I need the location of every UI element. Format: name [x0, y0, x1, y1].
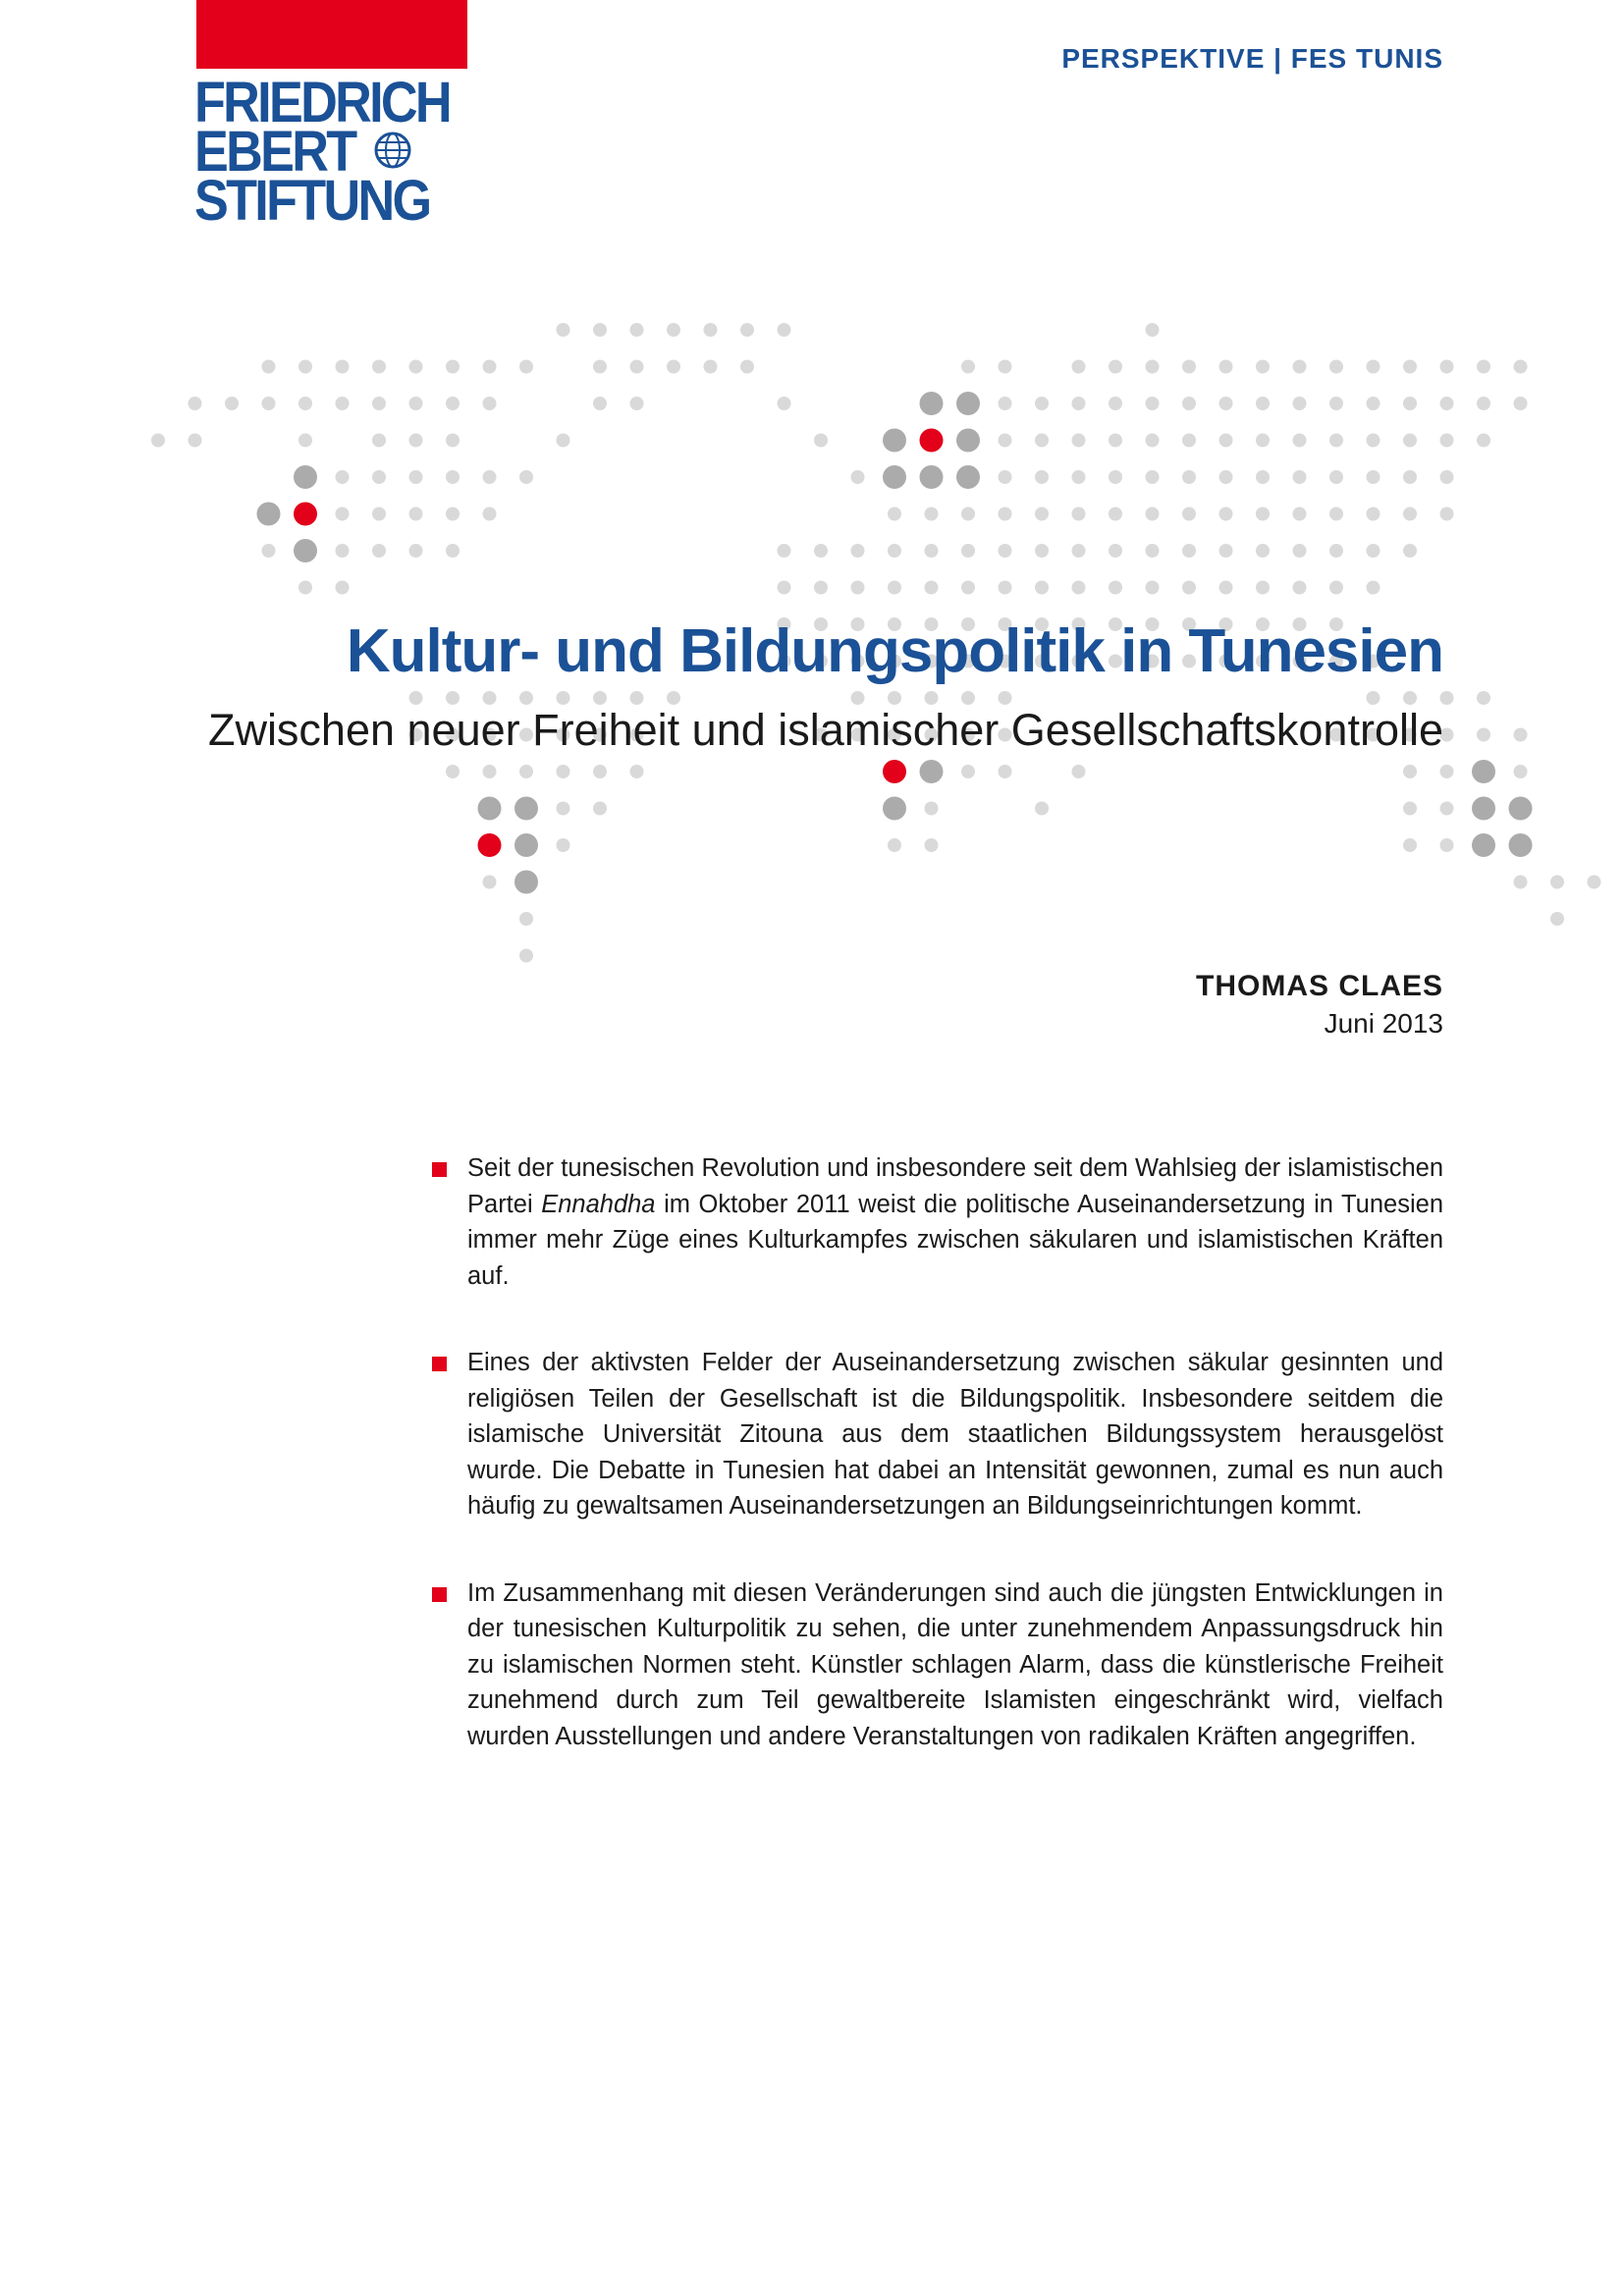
map-dot: [925, 838, 939, 852]
map-dot: [409, 470, 423, 484]
map-dot: [372, 470, 386, 484]
map-dot: [446, 360, 460, 374]
map-dot: [189, 434, 202, 448]
map-dot: [372, 544, 386, 558]
map-dot: [1514, 765, 1528, 778]
map-dot: [1256, 470, 1270, 484]
map-dot: [1472, 797, 1495, 821]
map-dot: [409, 507, 423, 521]
map-dot: [1472, 760, 1495, 783]
map-dot: [1146, 397, 1160, 410]
map-dot: [925, 507, 939, 521]
map-dot: [888, 838, 901, 852]
map-dot: [1035, 470, 1049, 484]
map-dot: [1403, 544, 1417, 558]
map-dot: [1072, 507, 1086, 521]
map-dot: [1293, 544, 1307, 558]
map-dot: [1329, 544, 1343, 558]
map-dot: [1440, 838, 1454, 852]
map-dot: [225, 397, 239, 410]
summary-text: Seit der tunesischen Revolution und insbesondere seit dem Wahlsieg der islamistischen Partei Ennahdha im Oktober 2011 weist die politische Auseinandersetzung in Tunesien immer mehr Züge eines Kulturkampfes zwischen säkularen und islamistischen Kräften auf.: [467, 1154, 1443, 1290]
map-dot: [1440, 802, 1454, 816]
map-dot: [1440, 691, 1454, 705]
map-dot: [557, 691, 570, 705]
map-dot: [1367, 397, 1380, 410]
map-dot: [883, 797, 906, 821]
map-dot: [1109, 507, 1122, 521]
map-dot-highlight: [920, 429, 944, 453]
map-dot: [999, 765, 1012, 778]
map-dot: [519, 765, 533, 778]
map-dot: [593, 691, 607, 705]
map-dot: [1509, 833, 1533, 857]
map-dot: [1403, 838, 1417, 852]
map-dot: [1367, 581, 1380, 595]
map-dot: [1219, 360, 1233, 374]
summary-item: [432, 1150, 1443, 1294]
map-dot: [1072, 397, 1086, 410]
map-dot: [1477, 397, 1490, 410]
summary-item: [432, 1575, 1443, 1755]
map-dot: [1109, 434, 1122, 448]
map-dot: [483, 507, 497, 521]
map-dot-highlight: [294, 503, 317, 526]
map-dot: [1367, 434, 1380, 448]
map-dot: [593, 323, 607, 337]
map-dot: [336, 544, 350, 558]
map-dot: [1256, 544, 1270, 558]
map-dot: [1219, 397, 1233, 410]
map-dot: [257, 503, 281, 526]
map-dot: [1329, 470, 1343, 484]
map-dot: [956, 392, 980, 415]
map-dot: [667, 691, 680, 705]
map-dot: [961, 691, 975, 705]
map-dot: [483, 876, 497, 889]
map-dot: [446, 397, 460, 410]
map-dot: [409, 434, 423, 448]
map-dot: [336, 397, 350, 410]
map-dot: [1072, 470, 1086, 484]
map-dot: [925, 581, 939, 595]
map-dot: [778, 544, 791, 558]
map-dot: [409, 691, 423, 705]
map-dot: [1219, 470, 1233, 484]
publication-date: Juni 2013: [1324, 1008, 1443, 1039]
map-dot: [1403, 802, 1417, 816]
map-dot: [1477, 434, 1490, 448]
red-square-bullet-icon: [432, 1357, 447, 1371]
map-dot: [883, 465, 906, 489]
map-dot: [519, 691, 533, 705]
map-dot: [1403, 691, 1417, 705]
map-dot: [1477, 691, 1490, 705]
map-dot: [925, 691, 939, 705]
map-dot: [956, 429, 980, 453]
map-dot: [1403, 470, 1417, 484]
map-dot: [961, 581, 975, 595]
map-dot: [1182, 434, 1196, 448]
map-dot: [1440, 507, 1454, 521]
map-dot: [1403, 765, 1417, 778]
map-dot: [1035, 507, 1049, 521]
map-dot: [630, 397, 644, 410]
map-dot: [667, 323, 680, 337]
map-dot: [1440, 765, 1454, 778]
map-dot: [925, 802, 939, 816]
map-dot: [1293, 360, 1307, 374]
map-dot: [372, 360, 386, 374]
map-dot: [514, 871, 538, 894]
map-dot: [262, 397, 276, 410]
party-name: Ennahdha: [541, 1190, 656, 1218]
map-dot: [1146, 470, 1160, 484]
map-dot: [1072, 434, 1086, 448]
map-dot: [1440, 434, 1454, 448]
map-dot: [519, 360, 533, 374]
summary-text: Eines der aktivsten Felder der Auseinandersetzung zwischen säkular gesinnten und religiösen Teilen der Gesellschaft ist die Bildungspolitik. Insbesondere seitdem die islamische Universität Zitouna aus dem staatlichen Bildungssystem herausgelöst wurde. Die Debatte in Tunesien hat dabei an Intensität gewonnen, zumal es nun auch häufig zu gewaltsamen Auseinandersetzungen an Bildungseinrichtungen kommt.: [467, 1349, 1443, 1520]
map-dot: [519, 912, 533, 926]
map-dot: [667, 360, 680, 374]
map-dot: [851, 470, 865, 484]
map-dot: [1588, 876, 1601, 889]
map-dot: [1035, 802, 1049, 816]
map-dot: [1256, 581, 1270, 595]
map-dot: [336, 360, 350, 374]
map-dot: [1329, 581, 1343, 595]
map-dot: [778, 323, 791, 337]
map-dot: [740, 323, 754, 337]
map-dot: [446, 691, 460, 705]
map-dot: [1514, 876, 1528, 889]
map-dot: [630, 360, 644, 374]
map-dot: [446, 470, 460, 484]
map-dot: [888, 544, 901, 558]
map-dot: [1440, 360, 1454, 374]
map-dot: [1256, 397, 1270, 410]
map-dot: [630, 765, 644, 778]
map-dot: [1329, 434, 1343, 448]
map-dot: [1509, 797, 1533, 821]
globe-icon: [373, 131, 412, 170]
map-dot: [557, 765, 570, 778]
map-dot: [1182, 470, 1196, 484]
map-dot: [1477, 728, 1490, 742]
map-dot: [630, 691, 644, 705]
map-dot: [920, 465, 944, 489]
map-dot: [999, 470, 1012, 484]
map-dot: [961, 507, 975, 521]
map-dot-highlight: [478, 833, 502, 857]
summary-text: Im Zusammenhang mit diesen Veränderungen sind auch die jüngsten Entwicklungen in der tunesischen Kulturpolitik zu sehen, die unter zunehmendem Anpassungsdruck hin zu islamischen Normen steht. Künstler schlagen Alarm, dass die künstlerische Freiheit zunehmend durch zum Teil gewaltbereite Islamisten eingeschränkt wird, vielfach wurden Ausstellungen und andere Veranstaltungen von radikalen Kräften angegriffen.: [467, 1578, 1443, 1750]
logo-line-3: STIFTUNG: [194, 169, 430, 233]
map-dot: [514, 833, 538, 857]
map-dot: [446, 765, 460, 778]
map-dot: [814, 581, 828, 595]
map-dot: [999, 397, 1012, 410]
map-dot: [961, 765, 975, 778]
map-dot: [961, 544, 975, 558]
map-dot: [1293, 470, 1307, 484]
map-dot: [483, 397, 497, 410]
map-dot: [294, 465, 317, 489]
logo-line-1: FRIEDRICH: [194, 71, 450, 134]
map-dot: [262, 544, 276, 558]
map-dot: [1403, 360, 1417, 374]
map-dot: [409, 544, 423, 558]
red-square-bullet-icon: [432, 1162, 447, 1177]
map-dot: [1146, 360, 1160, 374]
map-dot: [1477, 360, 1490, 374]
map-dot: [1035, 544, 1049, 558]
map-dot: [336, 581, 350, 595]
map-dot: [483, 360, 497, 374]
map-dot: [1219, 434, 1233, 448]
map-dot: [593, 360, 607, 374]
map-dot: [1550, 912, 1564, 926]
map-dot: [557, 838, 570, 852]
map-dot: [1035, 397, 1049, 410]
map-dot: [298, 360, 312, 374]
map-dot: [1472, 833, 1495, 857]
map-dot: [1182, 507, 1196, 521]
page-title: Kultur- und Bildungspolitik in Tunesien: [346, 617, 1443, 685]
map-dot: [1367, 360, 1380, 374]
map-dot: [336, 470, 350, 484]
map-dot: [189, 397, 202, 410]
map-dot: [519, 470, 533, 484]
map-dot: [519, 949, 533, 963]
map-dot: [1367, 691, 1380, 705]
map-dot: [888, 507, 901, 521]
red-square-bullet-icon: [432, 1587, 447, 1602]
map-dot: [262, 360, 276, 374]
map-dot: [1440, 397, 1454, 410]
map-dot: [557, 802, 570, 816]
map-dot: [814, 544, 828, 558]
map-dot: [294, 539, 317, 562]
map-dot: [778, 397, 791, 410]
map-dot: [925, 544, 939, 558]
summary-list: [432, 1150, 1443, 1805]
logo-red-bar: [196, 0, 467, 69]
map-dot: [851, 544, 865, 558]
map-dot: [851, 581, 865, 595]
map-dot: [557, 323, 570, 337]
map-dot: [1367, 507, 1380, 521]
map-dot: [1256, 434, 1270, 448]
map-dot-highlight: [883, 760, 906, 783]
map-dot: [1072, 544, 1086, 558]
map-dot: [999, 507, 1012, 521]
map-dot: [778, 581, 791, 595]
author-name: THOMAS CLAES: [1196, 970, 1443, 1002]
map-dot: [1293, 397, 1307, 410]
map-dot: [1329, 360, 1343, 374]
map-dot: [1182, 544, 1196, 558]
map-dot: [1109, 581, 1122, 595]
page-subtitle: Zwischen neuer Freiheit und islamischer Gesellschaftskontrolle: [207, 705, 1443, 755]
map-dot: [1293, 434, 1307, 448]
map-dot: [1514, 728, 1528, 742]
map-dot: [1072, 360, 1086, 374]
map-dot: [814, 434, 828, 448]
map-dot: [1072, 765, 1086, 778]
logo-line-2: EBERT: [194, 120, 355, 184]
map-dot: [999, 581, 1012, 595]
map-dot: [298, 581, 312, 595]
map-dot: [483, 691, 497, 705]
map-dot: [1514, 360, 1528, 374]
map-dot: [1146, 581, 1160, 595]
map-dot: [1403, 397, 1417, 410]
map-dot: [151, 434, 165, 448]
map-dot: [999, 691, 1012, 705]
map-dot: [593, 802, 607, 816]
map-dot: [1293, 581, 1307, 595]
map-dot: [1146, 323, 1160, 337]
map-dot: [883, 429, 906, 453]
map-dot: [999, 360, 1012, 374]
map-dot: [1403, 434, 1417, 448]
map-dot: [920, 392, 944, 415]
map-dot: [1146, 434, 1160, 448]
map-dot: [1293, 507, 1307, 521]
map-dot: [1109, 470, 1122, 484]
map-dot: [1256, 360, 1270, 374]
map-dot: [1035, 581, 1049, 595]
map-dot: [298, 397, 312, 410]
map-dot: [1109, 544, 1122, 558]
map-dot: [704, 360, 718, 374]
map-dot: [1219, 544, 1233, 558]
map-dot: [1035, 434, 1049, 448]
map-dot: [956, 465, 980, 489]
map-dot: [1367, 470, 1380, 484]
map-dot: [1072, 581, 1086, 595]
map-dot: [298, 434, 312, 448]
map-dot: [1514, 397, 1528, 410]
series-label: PERSPEKTIVE | FES TUNIS: [1061, 43, 1443, 74]
map-dot: [1146, 544, 1160, 558]
map-dot: [446, 544, 460, 558]
map-dot: [1219, 507, 1233, 521]
map-dot: [483, 765, 497, 778]
map-dot: [1182, 360, 1196, 374]
map-dot: [1550, 876, 1564, 889]
map-dot: [409, 360, 423, 374]
map-dot: [372, 397, 386, 410]
map-dot: [593, 397, 607, 410]
map-dot: [372, 434, 386, 448]
summary-item: [432, 1345, 1443, 1524]
map-dot: [483, 470, 497, 484]
map-dot: [888, 691, 901, 705]
map-dot: [1146, 507, 1160, 521]
map-dot: [851, 691, 865, 705]
map-dot: [372, 507, 386, 521]
map-dot: [1109, 360, 1122, 374]
map-dot: [446, 434, 460, 448]
map-dot: [1367, 544, 1380, 558]
map-dot: [630, 323, 644, 337]
map-dot: [1329, 507, 1343, 521]
map-dot: [514, 797, 538, 821]
map-dot: [1403, 507, 1417, 521]
map-dot: [446, 507, 460, 521]
map-dot: [920, 760, 944, 783]
map-dot: [1182, 397, 1196, 410]
map-dot: [478, 797, 502, 821]
map-dot: [999, 434, 1012, 448]
map-dot: [999, 544, 1012, 558]
map-dot: [1219, 581, 1233, 595]
map-dot: [409, 397, 423, 410]
map-dot: [1109, 397, 1122, 410]
map-dot: [1256, 507, 1270, 521]
map-dot: [888, 581, 901, 595]
map-dot: [740, 360, 754, 374]
map-dot: [593, 765, 607, 778]
map-dot: [704, 323, 718, 337]
map-dot: [557, 434, 570, 448]
map-dot: [1440, 470, 1454, 484]
map-dot: [961, 360, 975, 374]
map-dot: [1182, 581, 1196, 595]
map-dot: [336, 507, 350, 521]
map-dot: [1329, 397, 1343, 410]
